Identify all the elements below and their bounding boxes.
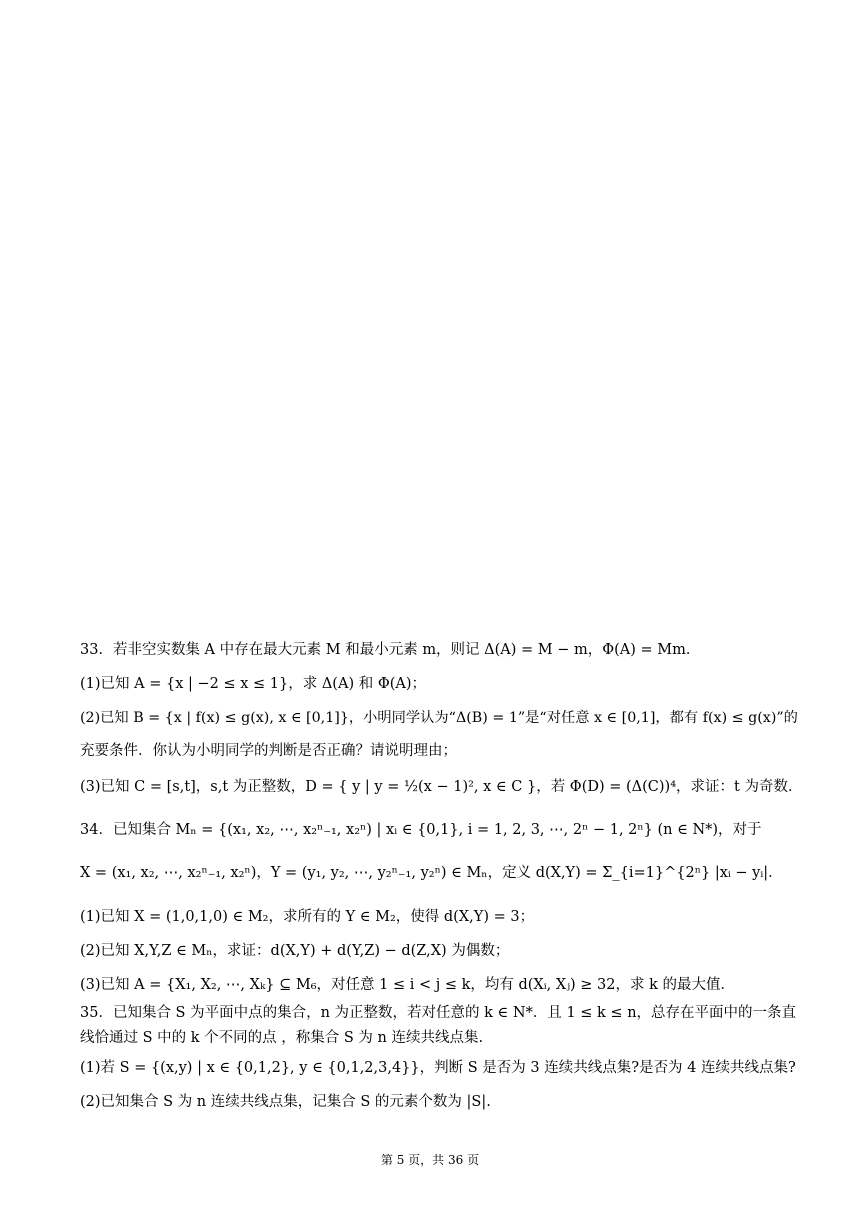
problem-35-part-2: (2)已知集合 S 为 n 连续共线点集，记集合 S 的元素个数为 |S|. xyxy=(80,1094,491,1110)
problem-33-part-2: (2)已知 B = {x | f(x) ≤ g(x), x ∈ [0,1]}，小明同学认为“Δ(B) = 1”是“对任意 x ∈ [0,1]，都有 f(x) ≤ g(x)”的 xyxy=(80,710,798,726)
problem-35-stem: 35．已知集合 S 为平面中点的集合，n 为正整数，若对任意的 k ∈ N*．且 1 ≤ k ≤ n，总存在平面中的一条直 xyxy=(80,1005,797,1021)
problem-33-part-3: (3)已知 C = [s,t]，s,t 为正整数，D = { y | y = ½(x − 1)², x ∈ C }，若 Φ(D) = (Δ(C))⁴，求证：t 为奇数． xyxy=(80,779,803,795)
problem-35-stem-cont: 线恰通过 S 中的 k 个不同的点 ，称集合 S 为 n 连续共线点集. xyxy=(80,1030,484,1046)
page-footer: 第 5 页，共 36 页 xyxy=(380,1153,480,1167)
problem-33-part-2-cont: 充要条件．你认为小明同学的判断是否正确？请说明理由； xyxy=(80,743,457,759)
problem-33-stem: 33．若非空实数集 A 中存在最大元素 M 和最小元素 m，则记 Δ(A) = M − m，Φ(A) = Mm． xyxy=(80,642,701,658)
problem-34-stem: 34．已知集合 Mₙ = {(x₁, x₂, ⋯, x₂ⁿ₋₁, x₂ⁿ) | xᵢ ∈ {0,1}, i = 1, 2, 3, ⋯, 2ⁿ − 1, 2ⁿ} (n ∈ N*)，对于 xyxy=(80,822,762,838)
problem-35-part-1: (1)若 S = {(x,y) | x ∈ {0,1,2}, y ∈ {0,1,2,3,4}}，判断 S 是否为 3 连续共线点集?是否为 4 连续共线点集? xyxy=(80,1060,796,1076)
problem-34-part-3: (3)已知 A = {X₁, X₂, ⋯, Xₖ} ⊆ M₆，对任意 1 ≤ i < j ≤ k，均有 d(Xᵢ, Xⱼ) ≥ 32，求 k 的最大值． xyxy=(80,977,735,993)
problem-34-part-1: (1)已知 X = (1,0,1,0) ∈ M₂，求所有的 Y ∈ M₂，使得 d(X,Y) = 3； xyxy=(80,909,535,925)
problem-33-part-1: (1)已知 A = {x | −2 ≤ x ≤ 1}，求 Δ(A) 和 Φ(A)； xyxy=(80,676,426,692)
problem-34-definition: X = (x₁, x₂, ⋯, x₂ⁿ₋₁, x₂ⁿ)，Y = (y₁, y₂, ⋯, y₂ⁿ₋₁, y₂ⁿ) ∈ Mₙ，定义 d(X,Y) = Σ_{i=1}^{2ⁿ} |xᵢ − yᵢ|． xyxy=(80,865,783,881)
problem-34-part-2: (2)已知 X,Y,Z ∈ Mₙ，求证：d(X,Y) + d(Y,Z) − d(Z,X) 为偶数； xyxy=(80,943,510,959)
